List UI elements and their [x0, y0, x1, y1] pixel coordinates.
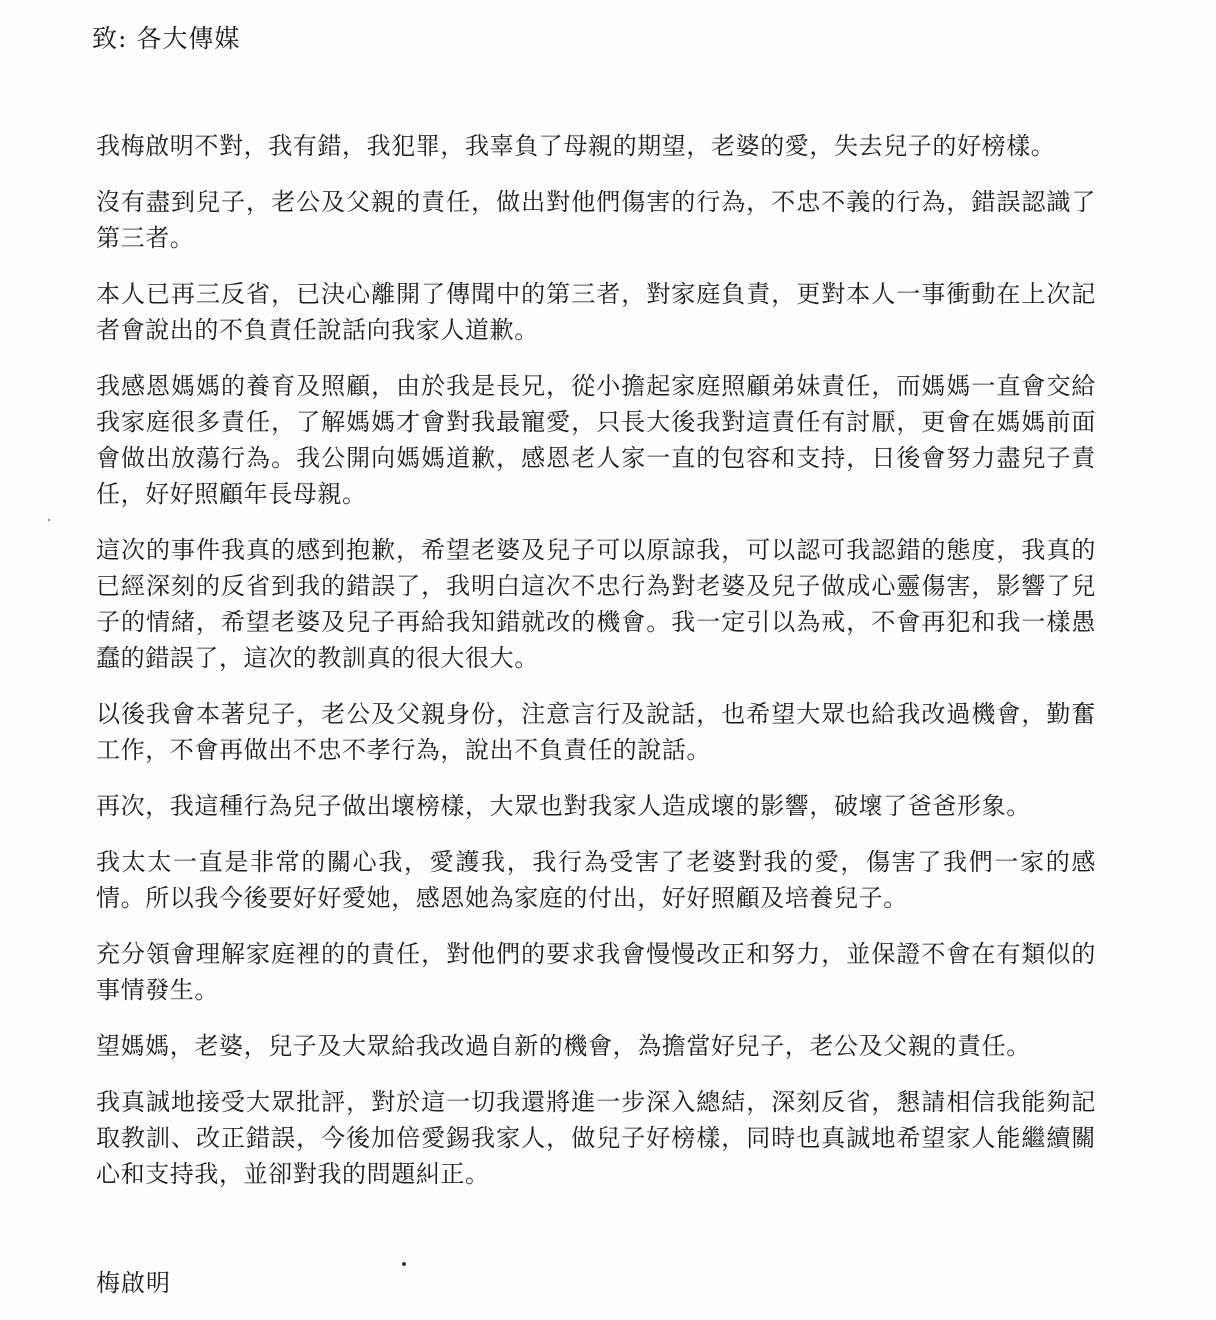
paragraph-9: 充分領會理解家庭裡的的責任，對他們的要求我會慢慢改正和努力，並保證不會在有類似的事情發生。: [96, 940, 1096, 1004]
paragraph-6: 以後我會本著兒子，老公及父親身份，注意言行及說話，也希望大眾也給我改過機會，勤奮工作，不會再做出不忠不孝行為，說出不負責任的說話。: [96, 700, 1096, 764]
paragraph-1: 我梅啟明不對，我有錯，我犯罪，我辜負了母親的期望，老婆的愛，失去兒子的好榜樣。: [96, 132, 1056, 160]
letter-body: [96, 128, 1096, 1212]
paragraph-7: 再次，我這種行為兒子做出壞榜樣，大眾也對我家人造成壞的影響，破壞了爸爸形象。: [96, 792, 1031, 820]
paragraph-11: 我真誠地接受大眾批評，對於這一切我還將進一步深入總結，深刻反省，懇請相信我能夠記取教訓、改正錯誤，今後加倍愛錫我家人，做兒子好榜樣，同時也真誠地希望家人能繼續關心和支持我，並卻對我的問題糾正。: [96, 1088, 1096, 1188]
paragraph-3: 本人已再三反省，已決心離開了傳聞中的第三者，對家庭負責，更對本人一事衝動在上次記者會說出的不負責任說話向我家人道歉。: [96, 280, 1096, 344]
scan-speck: [402, 1262, 406, 1266]
paragraph-2: 沒有盡到兒子，老公及父親的責任，做出對他們傷害的行為，不忠不義的行為，錯誤認識了第三者。: [96, 188, 1096, 252]
paragraph-10: 望媽媽，老婆，兒子及大眾給我改過自新的機會，為擔當好兒子，老公及父親的責任。: [96, 1032, 1031, 1060]
scan-speck: [48, 519, 50, 521]
paragraph-4: 我感恩媽媽的養育及照顧，由於我是長兄，從小擔起家庭照顧弟妹責任，而媽媽一直會交給我家庭很多責任，了解媽媽才會對我最寵愛，只長大後我對這責任有討厭，更會在媽媽前面會做出放蕩行為。我公開向媽媽道歉，感恩老人家一直的包容和支持，日後會努力盡兒子責任，好好照顧年長母親。: [96, 372, 1096, 508]
paragraph-8: 我太太一直是非常的關心我，愛護我，我行為受害了老婆對我的愛，傷害了我們一家的感情。所以我今後要好好愛她，感恩她為家庭的付出，好好照顧及培養兒子。: [96, 848, 1096, 912]
letter-signature: 梅啟明: [96, 1269, 171, 1297]
paragraph-5: 這次的事件我真的感到抱歉，希望老婆及兒子可以原諒我，可以認可我認錯的態度，我真的已經深刻的反省到我的錯誤了，我明白這次不忠行為對老婆及兒子做成心靈傷害，影響了兒子的情緒，希望老婆及兒子再給我知錯就改的機會。我一定引以為戒，不會再犯和我一樣愚蠢的錯誤了，這次的教訓真的很大很大。: [96, 536, 1096, 672]
letter-salutation: 致: 各大傳媒: [92, 24, 241, 53]
